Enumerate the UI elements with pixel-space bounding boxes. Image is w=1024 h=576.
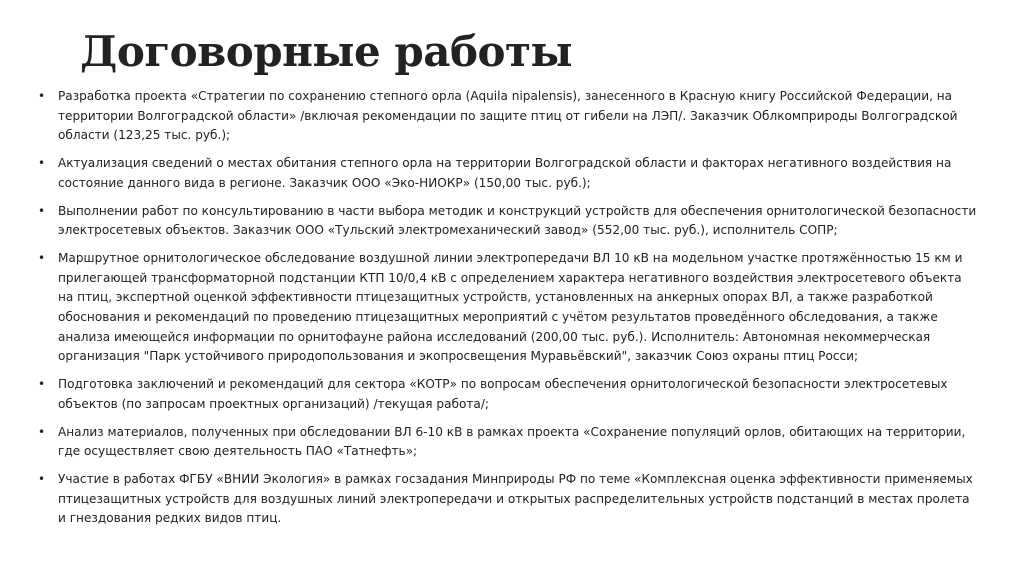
list-item-text: Актуализация сведений о местах обитания степного орла на территории Волгоградской области и факторах негативного воздействия на состояние данного вида в регионе. Заказчик ООО «Эко-НИОКР» (150,00 тыс. руб.); [58,156,952,190]
list-item [38,154,978,193]
list-item [38,375,978,414]
list-item-text: Участие в работах ФГБУ «ВНИИ Экология» в рамках госзадания Минприроды РФ по теме «Комплексная оценка эффективности применяемых птицезащитных устройств для воздушных линий электропередачи и открытых распределительных устройств подстанций в местах пролета и гнездования редких видов птиц. [58,471,973,526]
list-item-text: Разработка проекта «Стратегии по сохранению степного орла (Aquila nipalensis), занесенного в Красную книгу Российской Федерации, на территории Волгоградской области» /включая рекомендации по защите птиц от гибели на ЛЭП/. Заказчик Облкомприроды Волгоградской области (123,25 тыс. руб.); [58,89,958,143]
list-item-text: Подготовка заключений и рекомендаций для сектора «КОТР» по вопросам обеспечения орнитологической безопасности электросетевых объектов (по запросам проектных организаций) /текущая работа/; [58,377,948,411]
slide-title: Договорные работы [80,27,573,76]
list-item [38,423,978,462]
bullet-list [38,87,978,537]
bullet-icon: • [38,89,46,103]
bullet-icon: • [38,203,46,218]
list-item [38,202,978,241]
list-item [38,249,978,367]
bullet-icon: • [38,471,46,486]
list-item [38,87,978,146]
bullet-icon: • [38,250,46,265]
bullet-icon: • [38,377,46,392]
bullet-icon: • [38,156,46,171]
list-item [38,470,978,529]
list-item-text: Анализ материалов, полученных при обследовании ВЛ 6-10 кВ в рамках проекта «Сохранение популяций орлов, обитающих на территории, где осуществляет свою деятельность ПАО «Татнефть»; [58,424,966,459]
bullet-icon: • [38,424,46,439]
list-item-text: Выполнении работ по консультированию в части выбора методик и конструкций устройств для обеспечения орнитологической безопасности электросетевых объектов. Заказчик ООО «Тульский электромеханический завод» (552,00 тыс. руб.), исполнитель СОПР; [58,203,977,238]
list-item-text: Маршрутное орнитологическое обследование воздушной линии электропередачи ВЛ 10 кВ на модельном участке протяжённостью 15 км и прилегающей трансформаторной подстанции КТП 10/0,4 кВ с определением характера негативного воздействия электросетевого объекта на птиц, экспертной оценкой эффективности птицезащитных устройств, установленных на анкерных опорах ВЛ, а также разработкой обоснования и рекомендаций по проведению птицезащитных мероприятий с учётом результатов проведённого обследования, а также анализа имеющейся информации по орнитофауне района исследований (200,00 тыс. руб.). Исполнитель: Автономная некоммерческая организация "Парк устойчивого природопользования и экопросвещения Муравьёвский", заказчик Союз охраны птиц Росси; [58,250,963,364]
